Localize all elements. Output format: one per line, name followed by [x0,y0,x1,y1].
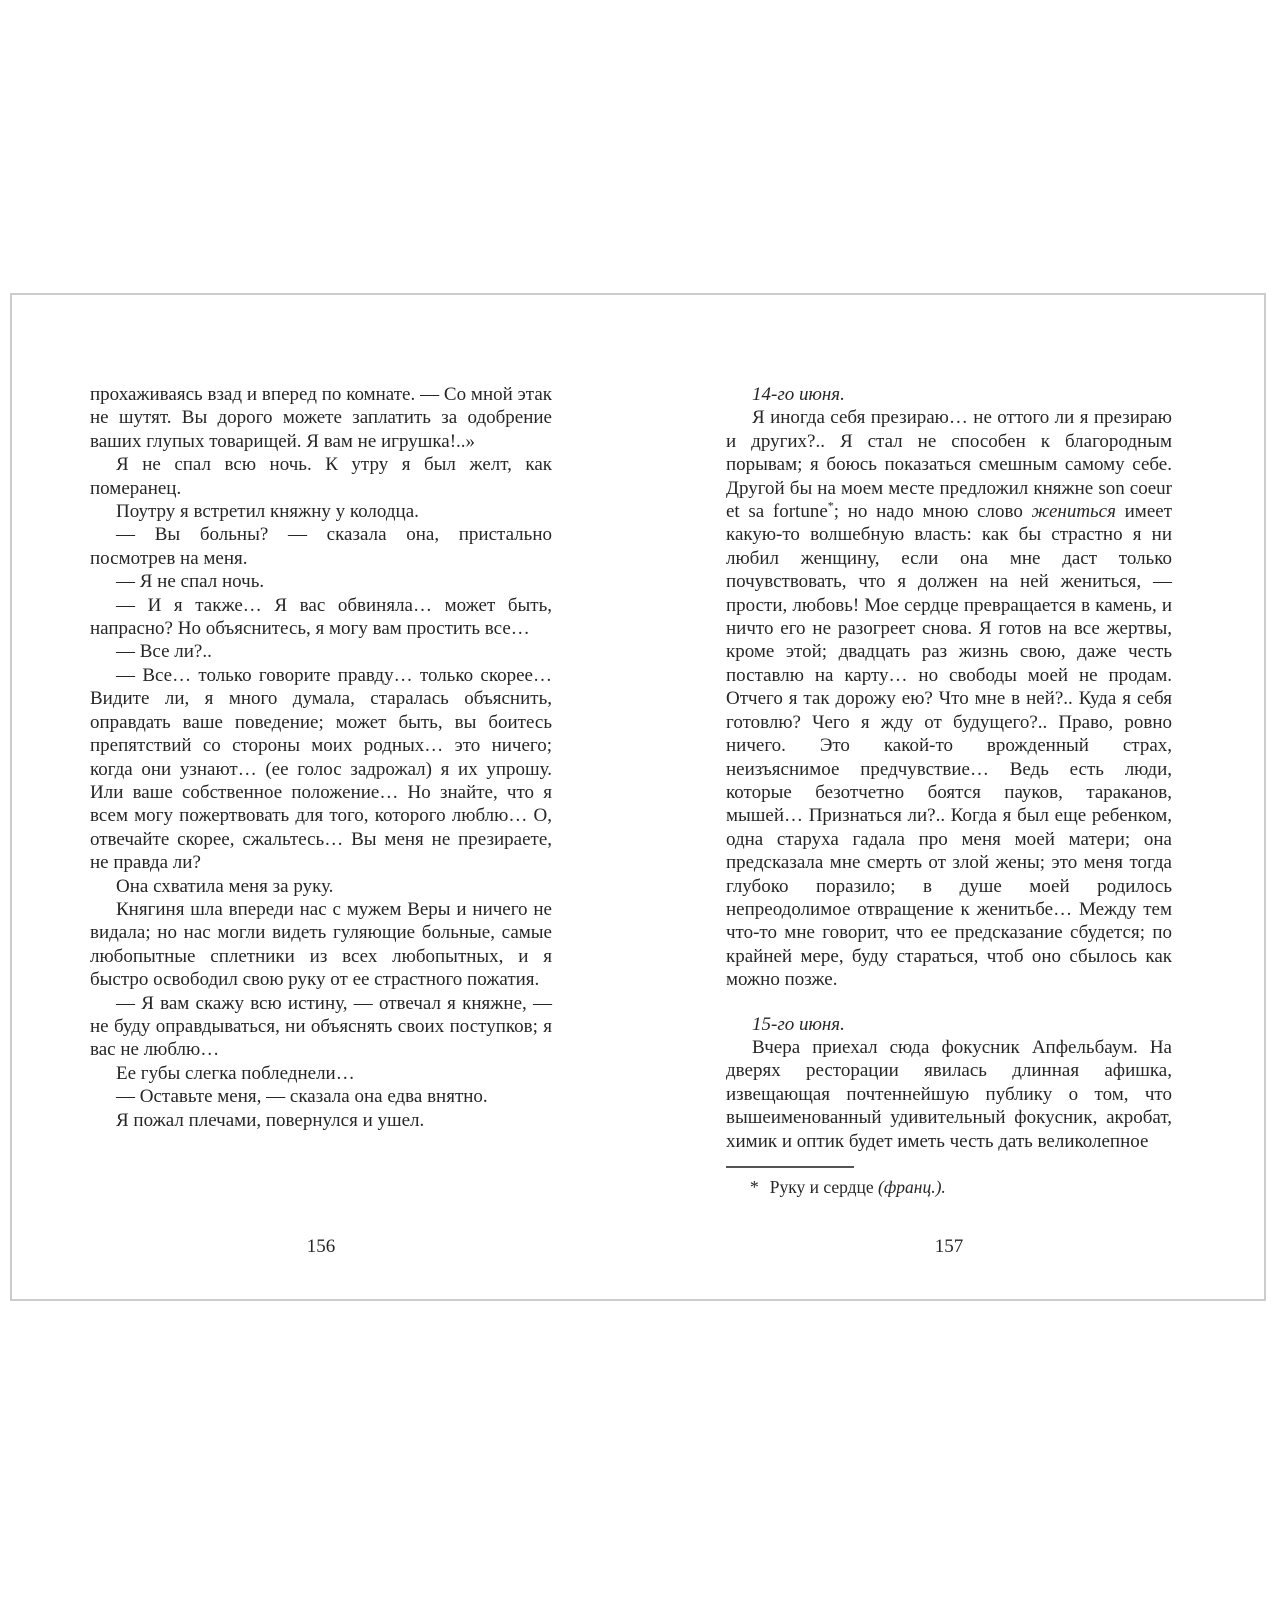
footnote-reference: * [827,498,834,513]
paragraph: — И я также… Я вас обвиняла… может быть, напрасно? Но объяснитесь, я могу вам простить все… [90,594,552,640]
paragraph: Она схватила меня за руку. [116,875,334,897]
page-number: 156 [306,1236,336,1257]
paragraph-text: имеет какую-то волшебную власть: как бы страстно я ни любил женщину, если она мне даст только почувствовать, что я должен на ней жениться, — прости, любовь! Мое сердце превращается в камень, и ничто его не разогреет снова. Я готов на все жертвы, кроме этой; двадцать раз жизнь свою, даже честь поставлю на карту… но свободы моей не продам. Отчего я так дорожу ею? Что мне в ней?.. Куда я себя готовлю? Чего я жду от будущего?.. Право, ровно ничего. Это какой-то врожденный страх, неизъяснимое предчувствие… Ведь есть люди, которые безотчетно боятся пауков, тараканов, мышей… Признаться ли?.. Когда я был еще ребенком, одна старуха гадала про меня моей матери; она предсказала мне смерть от злой жены; это меня тогда глубоко поразило; в душе моей родилось непреодолимое отвращение к женитьбе… Между тем что-то мне говорит, что ее предсказание сбудется; по крайней мере, буду стараться, чтоб оно сбылось как можно позже. [726,501,1172,991]
paragraph: — Оставьте меня, — сказала она едва внятно. [116,1086,488,1108]
footnote-marker: * [750,1177,759,1197]
paragraph: прохаживаясь взад и вперед по комнате. — Со мной этак не шутят. Вы дорого можете заплатить за одобрение ваших глупых товарищей. Я вам не игрушка!..» [90,384,552,452]
paragraph: Поутру я встретил княжну у колодца. [116,501,419,523]
paragraph: — Все… только говорите правду… только скорее… Видите ли, я много думала, старалась объяснить, оправдать ваше поведение; может быть, вы боитесь препятствий со стороны моих родных… это ничего; когда они узнают… (ее голос задрожал) я их упрошу. Или ваше собственное положение… Но знайте, что я всем могу пожертвовать для того, которого люблю… О, отвечайте скорее, сжальтесь… Вы меня не презираете, не правда ли? [90,664,552,874]
paragraph-text: ; но надо мною слово [833,501,1032,523]
page-right [726,383,1172,1198]
paragraph [726,406,1172,991]
book-spread [10,293,1266,1301]
paragraph: Ее губы слегка побледнели… [116,1062,355,1084]
footnote-language-note: (франц.). [878,1177,946,1197]
paragraph: Вчера приехал сюда фокусник Апфельбаум. На дверях ресторации явилась длинная афишка, извещающая почтеннейшую публику о том, что вышеименованный удивительный фокусник, акробат, химик и оптик будет иметь честь дать великолепное [726,1036,1172,1152]
paragraph: — Вы больны? — сказала она, пристально посмотрев на меня. [90,524,552,569]
paragraph: — Я вам скажу всю истину, — отвечал я княжне, — не буду оправдываться, ни объяснять своих поступков; я вас не люблю… [90,992,552,1061]
paragraph: Я пожал плечами, повернулся и ушел. [116,1109,425,1131]
paragraph: — Все ли?.. [116,641,212,663]
emphasized-word: жениться [1031,501,1116,523]
footnote-separator [726,1166,854,1168]
paragraph: Княгиня шла впереди нас с мужем Веры и ничего не видала; но нас могли видеть гуляющие больные, самые любопытные сплетники из всех любопытных, и я быстро освободил свою руку от ее страстного пожатия. [90,898,552,991]
page-left [90,383,552,1132]
footnote [726,1176,1172,1198]
paragraph: Я не спал всю ночь. К утру я был желт, как померанец. [90,454,552,499]
diary-date-heading: 15-го июня. [752,1013,845,1035]
diary-date-heading: 14-го июня. [752,384,845,405]
footnote-text: Руку и сердце [769,1177,879,1197]
page-number: 157 [934,1236,964,1257]
paragraph-text: Я иногда себя презираю… не оттого ли я презираю и других?.. Я стал не способен к благородным порывам; я боюсь показаться смешным самому себе. Другой бы на моем месте предложил княжне son coeur et sa fortune [726,407,1172,523]
paragraph: — Я не спал ночь. [116,571,265,593]
